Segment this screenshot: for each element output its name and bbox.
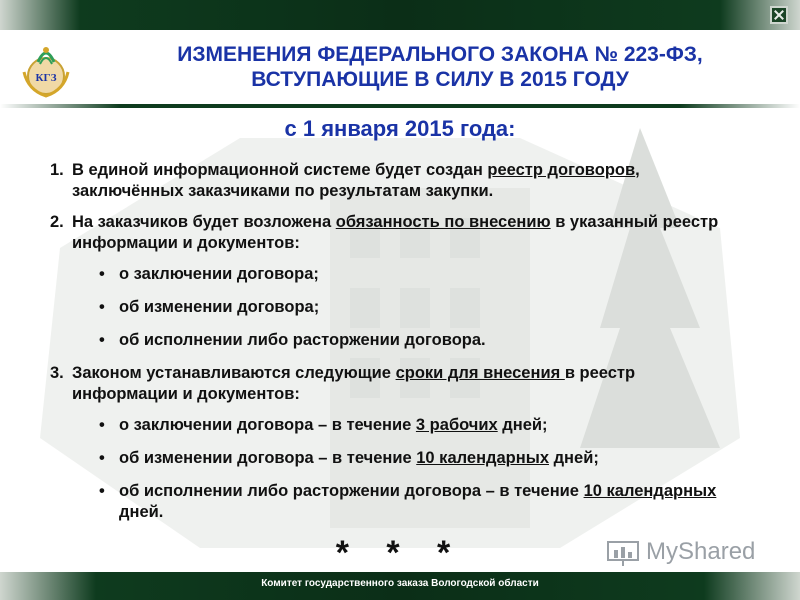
page-title [100, 42, 780, 92]
main-content [44, 160, 744, 535]
list-item-1 [44, 160, 744, 202]
bullet-item [44, 448, 744, 469]
item-text-pre: Законом устанавливаются следующие [72, 364, 396, 382]
bullet-icon: • [99, 449, 105, 467]
bullet-text-pre: о заключении договора – в течение [119, 416, 416, 434]
bullet-icon: • [99, 416, 105, 434]
top-bar [0, 0, 800, 30]
item-text-pre: На заказчиков будет возложена [72, 213, 336, 231]
bullet-item [44, 415, 744, 436]
title-line-1: ИЗМЕНЕНИЯ ФЕДЕРАЛЬНОГО ЗАКОНА № 223-ФЗ, [177, 43, 703, 66]
bullet-text-underlined: 10 календарных [583, 482, 717, 500]
bullet-icon: • [99, 265, 105, 283]
bullet-item [44, 264, 744, 285]
bullet-text-post: дней; [549, 449, 599, 467]
bullet-text-post: дней. [119, 503, 164, 521]
bullet-text-underlined: 3 рабочих [415, 416, 498, 434]
bullet-icon: • [99, 298, 105, 316]
logo-text: КГЗ [35, 72, 57, 84]
bullet-text-pre: об изменении договора – в течение [119, 449, 417, 467]
item-number: 2. [50, 213, 64, 231]
logo-icon [16, 42, 76, 102]
bullet-item [44, 481, 744, 523]
bullet-text: об исполнении либо расторжении договора. [119, 331, 486, 349]
item-text-underlined: обязанность по внесению [335, 213, 551, 231]
section-divider-stars: * * * [335, 534, 465, 572]
bullet-item [44, 330, 744, 351]
list-item-3 [44, 363, 744, 405]
bullet-list-a [44, 264, 744, 351]
watermark-text: MyShared [646, 538, 756, 565]
item-text-underlined: сроки для внесения [395, 364, 565, 382]
item-text-underlined: реестр договоров [487, 161, 636, 179]
bullet-list-b [44, 415, 744, 523]
watermark [606, 538, 766, 568]
item-text-post: в реестр информации и документов: [72, 364, 636, 403]
footer-text: Комитет государственного заказа Вологодской области [261, 578, 539, 589]
bullet-text-post: дней; [497, 416, 548, 434]
item-text-pre: В единой информационной системе будет создан [72, 161, 488, 179]
item-number: 3. [50, 364, 64, 382]
bullet-icon: • [99, 482, 105, 500]
bullet-text: об изменении договора; [119, 298, 320, 316]
subtitle: с 1 января 2015 года: [284, 116, 516, 141]
bullet-item [44, 297, 744, 318]
presentation-icon [606, 538, 640, 568]
footer-bar [0, 572, 800, 600]
item-text-post: в указанный реестр информации и документов: [72, 213, 719, 252]
bullet-text-pre: об исполнении либо расторжении договора – в течение [119, 482, 584, 500]
title-line-2: ВСТУПАЮЩИЕ В СИЛУ В 2015 ГОДУ [251, 68, 629, 91]
list-item-2 [44, 212, 744, 254]
close-icon[interactable] [770, 6, 788, 24]
item-number: 1. [50, 161, 64, 179]
bullet-text: о заключении договора; [119, 265, 319, 283]
bullet-icon: • [99, 331, 105, 349]
item-text-post: , заключённых заказчиками по результатам закупки. [72, 161, 640, 200]
bullet-text-underlined: 10 календарных [416, 449, 549, 467]
